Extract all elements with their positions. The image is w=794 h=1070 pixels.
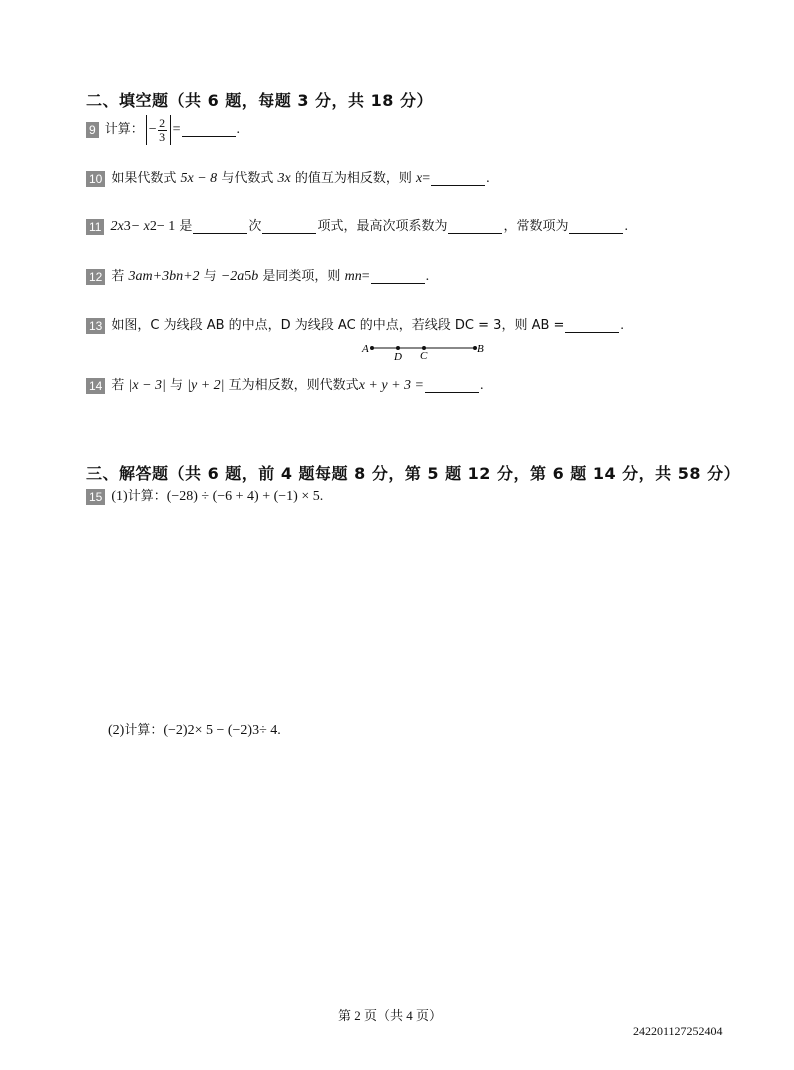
question-number: 14 bbox=[86, 378, 105, 394]
math-expression: − 1 bbox=[156, 219, 176, 234]
math-expression: |x − 3| bbox=[128, 378, 166, 393]
math-expression: ÷ 4. bbox=[259, 723, 281, 738]
math-expression: 5x − 8 bbox=[180, 171, 218, 186]
question-text: 如图，C 为线段 AB 的中点，D 为线段 AC 的中点，若线段 DC = 3，则 AB = bbox=[111, 318, 565, 333]
question-11: 11 2x 3 − x 2 − 1 是 次 项式，最高次项系数为 ，常数项为 . bbox=[86, 218, 628, 236]
answer-blank[interactable] bbox=[425, 380, 479, 393]
math-expression: (−2) bbox=[163, 723, 188, 738]
period: . bbox=[425, 269, 430, 284]
question-number: 10 bbox=[86, 171, 105, 187]
math-expression: (−28) ÷ (−6 + 4) + (−1) × 5. bbox=[166, 489, 324, 504]
question-text: 计算： bbox=[104, 122, 144, 137]
label-b: B bbox=[477, 343, 484, 355]
answer-blank[interactable] bbox=[448, 221, 502, 234]
answer-blank[interactable] bbox=[569, 221, 623, 234]
line-segment-figure bbox=[360, 338, 490, 362]
question-15-part-2: (2) 计算： (−2) 2 × 5 − (−2) 3 ÷ 4. bbox=[108, 723, 281, 738]
question-number: 9 bbox=[86, 122, 99, 138]
question-number: 12 bbox=[86, 269, 105, 285]
answer-blank[interactable] bbox=[262, 221, 316, 234]
math-expression: |y + 2| bbox=[187, 378, 225, 393]
equals-sign: = bbox=[172, 122, 181, 137]
question-text: 与 bbox=[203, 269, 217, 284]
math-expression: − x bbox=[130, 219, 150, 234]
part-label: (2) bbox=[108, 723, 125, 738]
minus-sign: − bbox=[148, 122, 157, 137]
period: . bbox=[479, 378, 484, 393]
math-expression: b bbox=[169, 269, 177, 284]
question-text: 是同类项，则 bbox=[262, 269, 341, 284]
question-text: 若 bbox=[111, 378, 125, 393]
math-expression: b bbox=[251, 269, 259, 284]
question-9 bbox=[86, 114, 240, 146]
math-expression: 2x bbox=[110, 219, 124, 234]
question-14 bbox=[86, 377, 483, 395]
equals-sign: = bbox=[361, 269, 370, 284]
label-a: A bbox=[362, 343, 369, 355]
answer-blank[interactable] bbox=[371, 271, 425, 284]
math-expression: x + y + 3 = bbox=[358, 378, 424, 393]
question-text: 计算： bbox=[127, 489, 167, 504]
fraction bbox=[158, 117, 167, 144]
section-2-title: 二、填空题（共 6 题，每题 3 分，共 18 分） bbox=[86, 91, 433, 110]
period: . bbox=[486, 171, 490, 186]
question-text: 与代数式 bbox=[221, 171, 274, 186]
answer-blank[interactable] bbox=[193, 221, 247, 234]
fraction-denominator: 3 bbox=[159, 129, 166, 144]
equals-sign: = bbox=[422, 171, 431, 186]
part-label: (1) bbox=[111, 489, 128, 504]
question-number: 15 bbox=[86, 489, 105, 505]
label-c: C bbox=[420, 350, 428, 362]
question-number: 11 bbox=[86, 219, 104, 235]
question-number: 13 bbox=[86, 318, 105, 334]
answer-blank[interactable] bbox=[431, 173, 485, 186]
document-code: 242201127252404 bbox=[633, 1024, 723, 1038]
question-12: 12 若 3a m+3 b n+2 与 −2a 5 b 是同类项，则 mn = . bbox=[86, 268, 429, 286]
question-text: 与 bbox=[170, 378, 184, 393]
variable: mn bbox=[344, 269, 362, 284]
period: . bbox=[624, 219, 628, 234]
question-text: ，常数项为 bbox=[503, 219, 569, 234]
variable: x bbox=[416, 171, 423, 186]
label-d: D bbox=[394, 351, 402, 362]
question-text: 是 bbox=[179, 219, 193, 234]
question-text: 互为相反数，则代数式 bbox=[228, 378, 359, 393]
answer-blank[interactable] bbox=[182, 124, 236, 137]
period: . bbox=[620, 318, 624, 333]
math-expression: 3a bbox=[128, 269, 143, 284]
question-text: 的值互为相反数，则 bbox=[294, 171, 412, 186]
section-3-title: 三、解答题（共 6 题，前 4 题每题 8 分，第 5 题 12 分，第 6 题 14 分，共 58 分） bbox=[86, 464, 741, 483]
math-expression: −2a bbox=[220, 269, 245, 284]
question-text: 如果代数式 bbox=[111, 171, 177, 186]
point-a bbox=[370, 346, 374, 350]
math-expression: × 5 − (−2) bbox=[194, 723, 253, 738]
period: . bbox=[236, 122, 241, 137]
question-text: 项式，最高次项系数为 bbox=[317, 219, 448, 234]
absolute-bar-right bbox=[170, 115, 171, 145]
question-text: 若 bbox=[111, 269, 125, 284]
question-text: 计算： bbox=[124, 723, 164, 738]
absolute-bar-left bbox=[146, 115, 147, 145]
answer-blank[interactable] bbox=[565, 320, 619, 333]
question-10 bbox=[86, 170, 490, 188]
fraction-numerator: 2 bbox=[159, 115, 166, 130]
question-text: 次 bbox=[248, 219, 262, 234]
page-number: 第 2 页（共 4 页） bbox=[338, 1008, 443, 1023]
question-13 bbox=[86, 317, 624, 335]
question-15-part-1 bbox=[86, 488, 323, 506]
point-d bbox=[396, 346, 400, 350]
math-expression: 3x bbox=[277, 171, 291, 186]
